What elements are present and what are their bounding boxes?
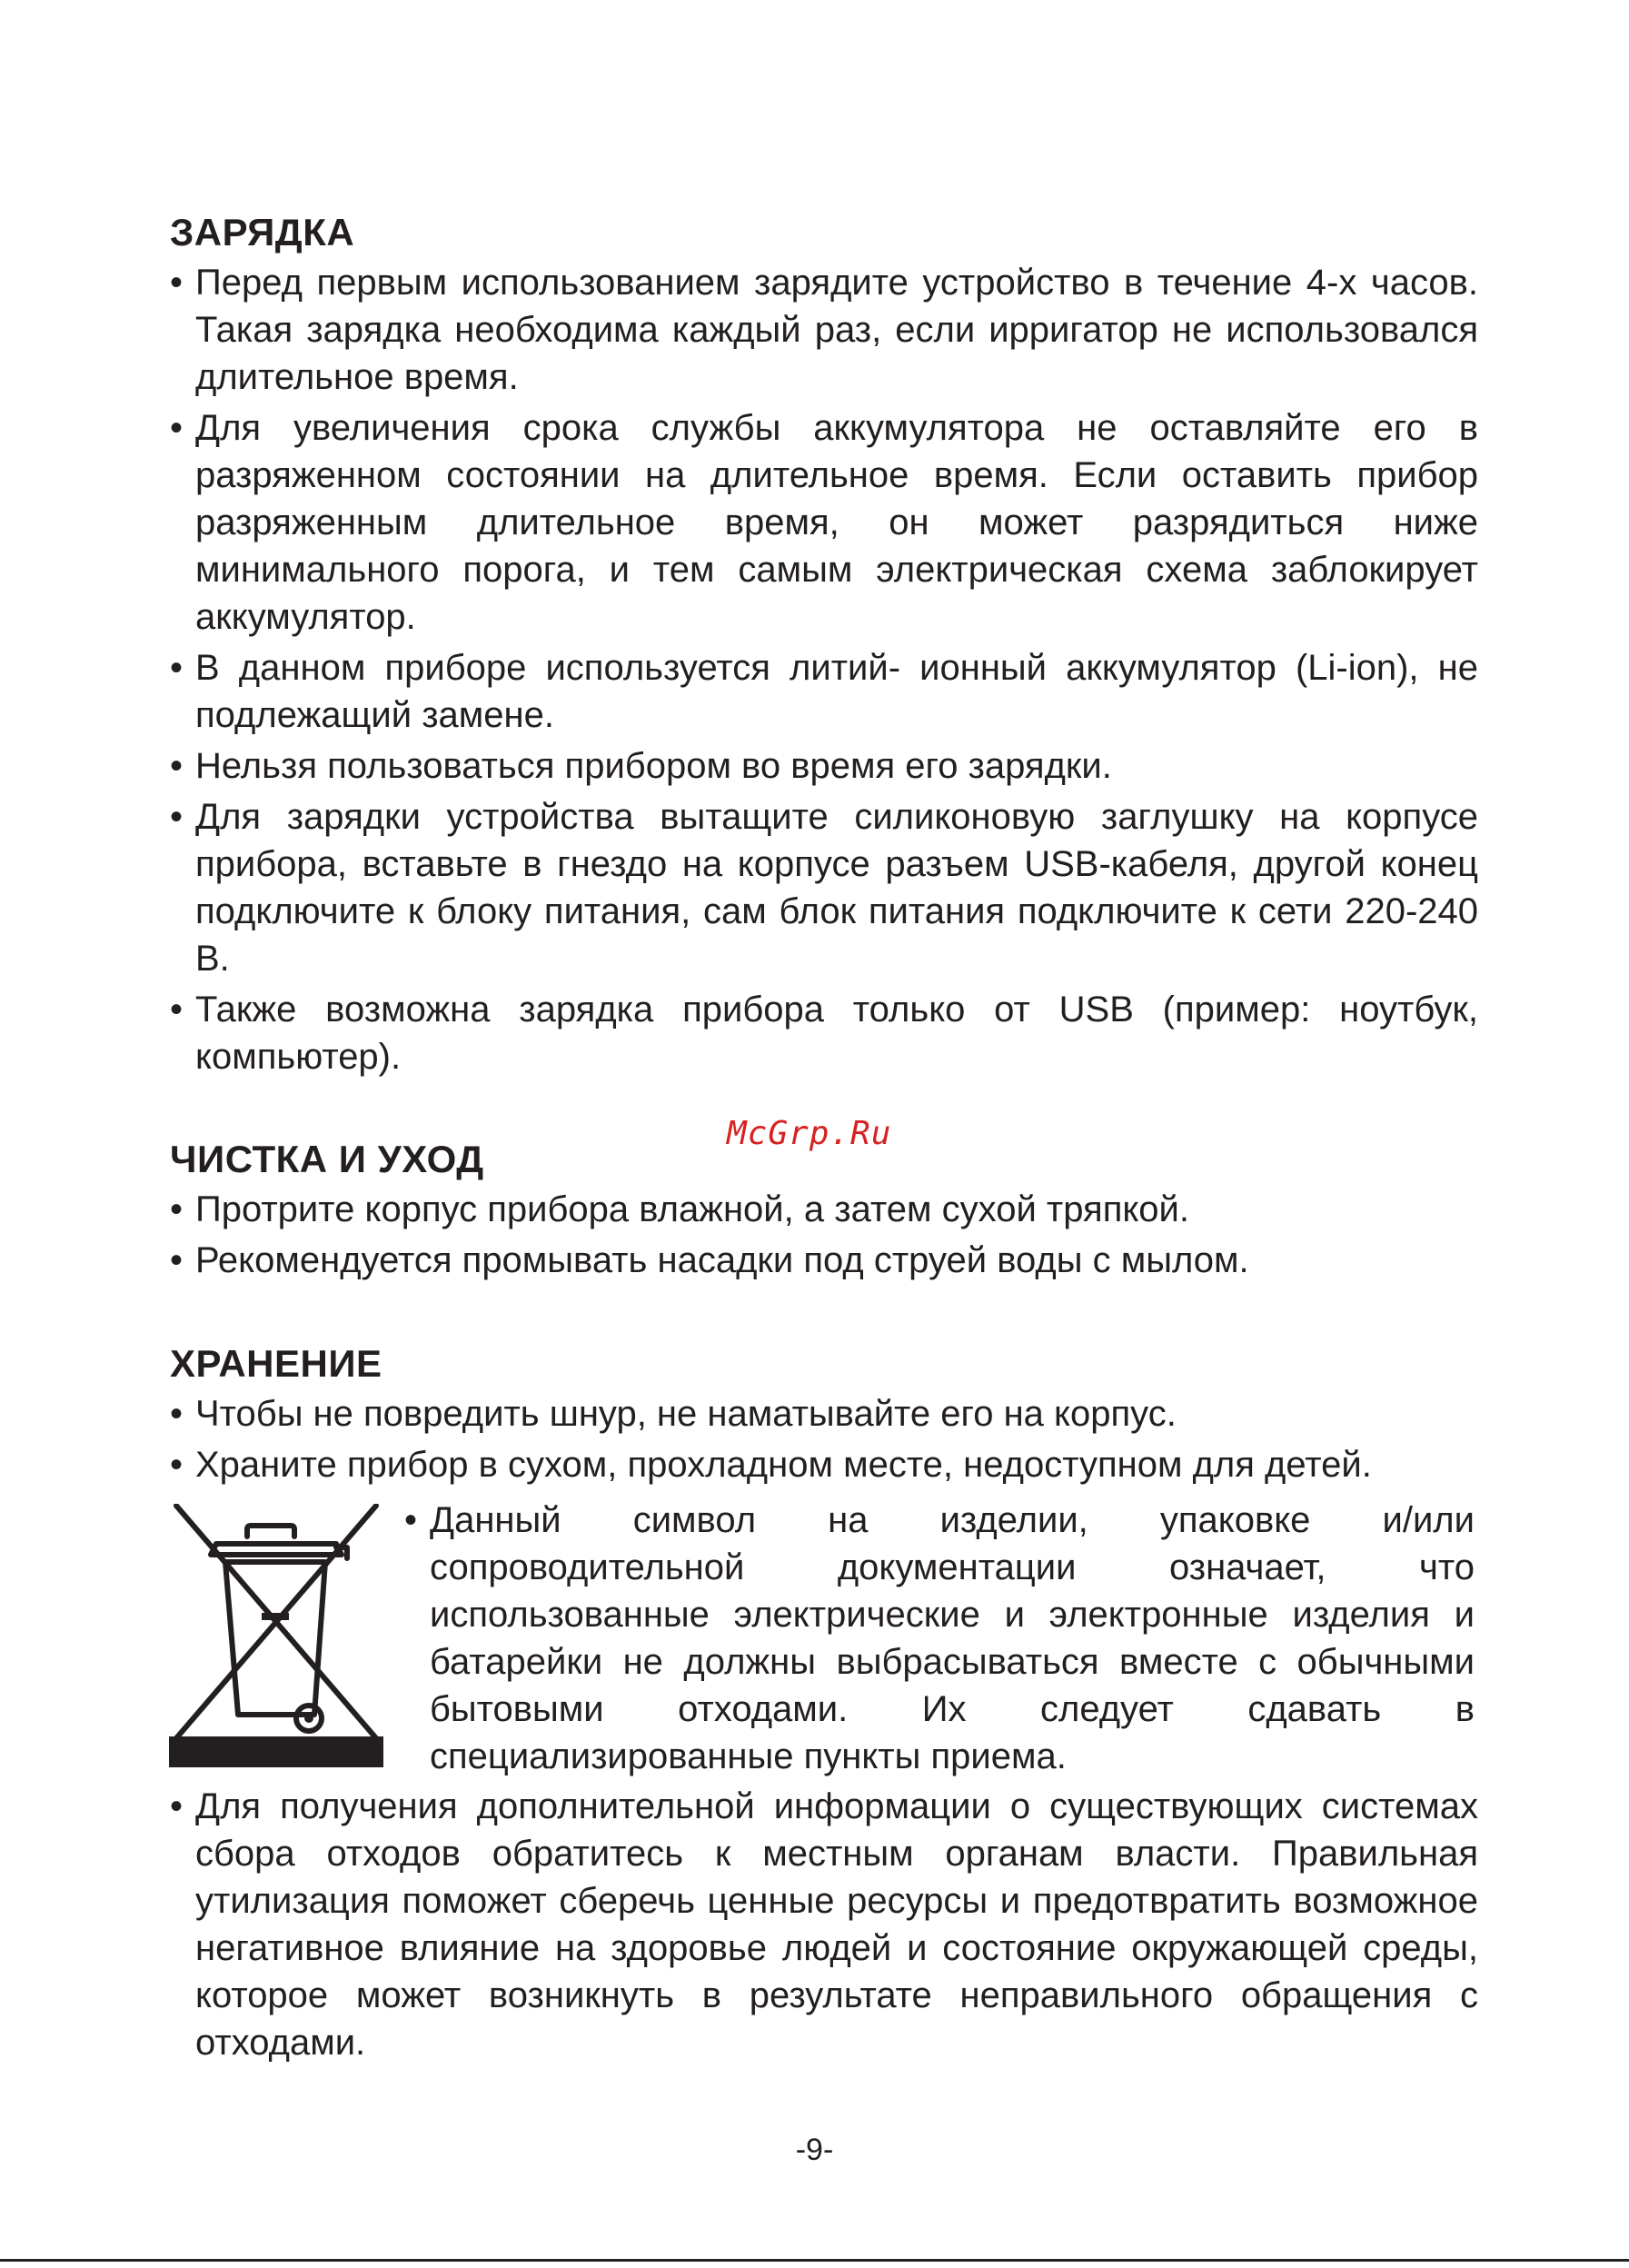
list-item: • Данный символ на изделии, упаковке и/или сопроводительной документации означает, что использованные электрические и электронные изделия и батарейки не должны выбрасываться вместе с обычными бытовыми отходами. Их следует сдавать в специализированные пункты приема. xyxy=(404,1497,1475,1780)
list-item: • Храните прибор в сухом, прохладном месте, недоступном для детей. xyxy=(170,1441,1478,1488)
bullet: • xyxy=(170,1394,184,1434)
bullet: • xyxy=(170,797,184,837)
list-item: • Чтобы не повредить шнур, не наматывайте его на корпус. xyxy=(170,1390,1478,1437)
bullet: • xyxy=(170,1189,184,1229)
charging-heading: ЗАРЯДКА xyxy=(170,211,355,254)
cleaning-list xyxy=(170,1186,1478,1288)
page-number: -9- xyxy=(795,2133,834,2167)
list-item: • Нельзя пользоваться прибором во время его зарядки. xyxy=(170,742,1478,790)
bullet: • xyxy=(170,1240,184,1280)
watermark-text: McGrp.Ru xyxy=(727,1115,892,1152)
bullet: • xyxy=(170,1445,184,1485)
list-item: • Рекомендуется промывать насадки под струей воды с мылом. xyxy=(170,1237,1478,1284)
list-item: • Для зарядки устройства вытащите силиконовую заглушку на корпусе прибора, вставьте в гнездо на корпусе разъем USB-кабеля, другой конец подключите к блоку питания, сам блок питания подключите к сети 220-240 В. xyxy=(170,793,1478,982)
bullet: • xyxy=(170,648,184,688)
list-item: • Протрите корпус прибора влажной, а затем сухой тряпкой. xyxy=(170,1186,1478,1233)
bullet: • xyxy=(170,746,184,786)
storage-list xyxy=(170,1390,1478,1492)
disposal-info-list xyxy=(170,1783,1478,2070)
bullet: • xyxy=(170,263,184,303)
list-item: • Для получения дополнительной информации о существующих системах сбора отходов обратитесь к местным органам власти. Правильная утилизация поможет сберечь ценные ресурсы и предотвратить возможное негативное влияние на здоровье людей и состояние окружающей среды, которое может возникнуть в результате неправильного обращения с отходами. xyxy=(170,1783,1478,2066)
bullet: • xyxy=(170,990,184,1030)
bullet: • xyxy=(404,1500,418,1540)
list-item: • Также возможна зарядка прибора только от USB (пример: ноутбук, компьютер). xyxy=(170,986,1478,1080)
weee-black-bar xyxy=(169,1736,383,1767)
list-item: • Для увеличения срока службы аккумулятора не оставляйте его в разряженном состоянии на длительное время. Если оставить прибор разряженным длительное время, он может разрядиться ниже минимального порога, и тем самым электрическая схема заблокирует аккумулятор. xyxy=(170,404,1478,641)
weee-description-list xyxy=(404,1497,1475,1784)
bullet: • xyxy=(170,408,184,448)
bottom-rule xyxy=(0,2259,1629,2262)
list-item: • Перед первым использованием зарядите устройство в течение 4-х часов. Такая зарядка необходима каждый раз, если ирригатор не использовался длительное время. xyxy=(170,259,1478,401)
list-item: • В данном приборе используется литий- ионный аккумулятор (Li-ion), не подлежащий замене. xyxy=(170,644,1478,739)
storage-heading: ХРАНЕНИЕ xyxy=(170,1342,382,1385)
cleaning-heading: ЧИСТКА И УХОД xyxy=(170,1138,484,1180)
charging-list xyxy=(170,259,1478,1084)
bullet: • xyxy=(170,1786,184,1826)
crossed-out-wheelie-bin-icon xyxy=(169,1504,383,1767)
